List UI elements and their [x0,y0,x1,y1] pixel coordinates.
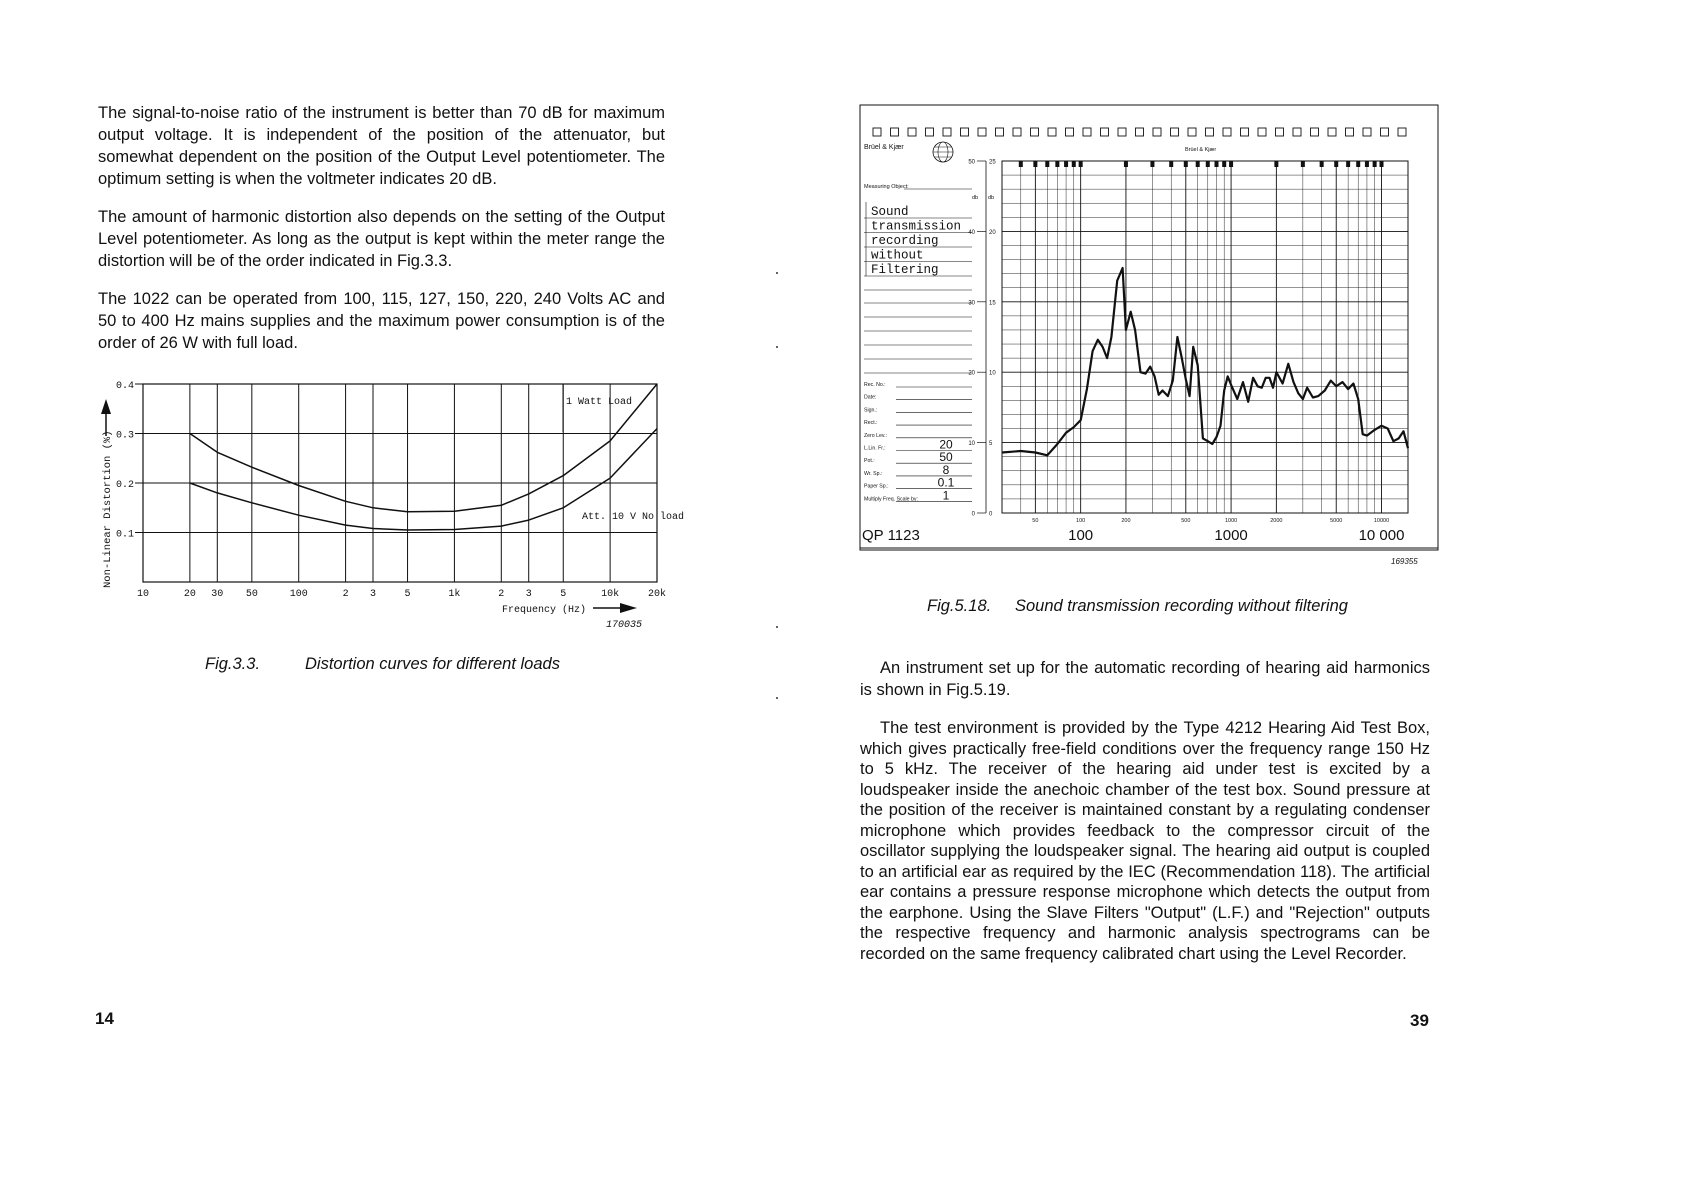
gutter-mark [776,626,778,628]
x-tick-label: 5 [560,589,567,600]
x-tick-label-small: 200 [1121,518,1131,524]
sprocket-hole [1328,128,1336,136]
x-tick-label: 10 [136,589,150,600]
sprocket-hole [1276,128,1284,136]
form-field-label: Paper Sp.: [864,483,889,490]
x-tick-label-small: 2000 [1270,518,1283,524]
top-marker [1380,161,1384,167]
top-marker [1373,161,1377,167]
x-tick-label: 3 [369,589,377,600]
top-marker [1019,161,1023,167]
measuring-object-label: Measuring Object: [864,184,909,190]
measuring-object-lines [864,202,972,277]
x-tick-label: 3 [525,589,532,600]
form-field-label: L.Lin. Fr.: [864,445,886,452]
sprocket-hole [1066,128,1074,136]
top-marker [1196,161,1200,167]
form-field-value: 8 [942,462,950,477]
y-tick-label: 0.2 [116,480,135,491]
top-marker [1346,161,1350,167]
sprocket-hole [978,128,986,136]
recording-trace [1002,268,1408,455]
measuring-object-line: Sound [871,205,909,219]
x-arrow-head [620,603,637,613]
ylabel: Non-Linear Distortion (%) [102,430,114,588]
sprocket-hole [1398,128,1406,136]
sprocket-hole [1311,128,1319,136]
form-blank-rules [864,290,972,373]
y-tick-label: 0.1 [116,529,135,541]
right-page-number: 39 [1410,1011,1429,1030]
sprocket-hole [1241,128,1249,136]
x-tick-label: 30 [211,589,224,600]
top-marker [1222,161,1226,167]
x-tick-label: 5 [404,589,411,600]
sprocket-hole [1188,128,1196,136]
sprocket-hole [996,128,1004,136]
x-tick-label-small: 500 [1181,518,1191,524]
top-marker [1334,161,1338,167]
top-marker [1356,161,1360,167]
y-scale-left-label: 0 [971,511,975,518]
sprocket-hole [1258,128,1266,136]
sprocket-hole [1101,128,1109,136]
measuring-object-line: transmission [871,219,962,234]
x-tick-label: 20 [183,589,196,600]
y-scale-right-label: 5 [989,441,993,448]
y-scale-right-label: 20 [989,229,996,236]
x-tick-label-small: 1000 [1224,518,1238,524]
left-page-number: 14 [95,1009,114,1028]
y-arrow-head [101,399,111,414]
y-tick-label: 0.4 [116,381,135,392]
sprocket-hole [1223,128,1231,136]
x-tick-label-large: 100 [1068,527,1094,544]
sprocket-hole [1118,128,1126,136]
recording-chart [855,100,1445,570]
gutter-mark [776,346,778,348]
xlabel: Frequency (Hz) [502,605,587,616]
x-tick-label-large: 10 000 [1358,527,1405,544]
sprocket-hole [891,128,899,136]
top-marker [1215,161,1219,167]
form-field-label: Sign.: [864,407,878,414]
x-tick-label: 20k [647,589,667,600]
chart-code: QP 1123 [862,527,920,544]
x-tick-label: 2 [498,589,505,600]
sprocket-hole [1346,128,1354,136]
y-tick-label: 0.3 [116,430,135,442]
sprocket-hole [873,128,881,136]
sprocket-hole [1048,128,1056,136]
x-tick-label-small: 100 [1076,518,1086,524]
x-tick-label: 100 [289,589,308,600]
distortion-chart-ticks [116,381,666,600]
x-tick-label: 50 [245,589,258,600]
y-scale-left-label: 30 [968,300,975,307]
sprocket-hole [961,128,969,136]
x-tick-label: 2 [342,589,349,600]
sprocket-hole [1363,128,1371,136]
right-figure-number: Fig.5.18. [927,597,992,615]
series-label-2: Att. 10 V No load [582,512,685,523]
form-field-value: 50 [939,450,953,465]
form-field-label: Date: [864,394,877,401]
form-field-label: Multiply Freq. Scale by: [864,496,918,503]
left-paragraph-3: The 1022 can be operated from 100, 115, 127, 150, 220, 240 Volts AC and 50 to 400 Hz mains supplies and the maximum power consumption is of the order of 26 W with full load. [98,290,665,352]
top-marker [1124,161,1128,167]
x-tick-label-small: 50 [1032,518,1039,524]
sprocket-hole [1206,128,1214,136]
left-paragraph-2: The amount of harmonic distortion also depends on the setting of the Output Level potentiometer. As long as the output is kept within the meter range the distortion will be of the order indicated in Fig.3.3. [98,208,665,270]
top-marker [1184,161,1188,167]
sprocket-hole [1171,128,1179,136]
top-marker [1064,161,1068,167]
top-marker [1045,161,1049,167]
y-scale-left-label: 50 [968,159,975,166]
top-marker [1229,161,1233,167]
top-marker [1055,161,1059,167]
form-field-label: Zero Lev.: [864,432,887,439]
left-figure-caption [205,655,560,674]
x-tick-label-small: 10000 [1373,518,1390,524]
sprocket-hole [1153,128,1161,136]
brand-globe-icon [933,142,953,162]
unit-label: db [972,195,979,201]
recording-figure-code: 169355 [1391,557,1418,566]
sprocket-hole [1136,128,1144,136]
sprocket-hole [1293,128,1301,136]
measuring-object-line: Filtering [871,263,939,277]
x-tick-label-small: 5000 [1330,518,1343,524]
top-marker [1301,161,1305,167]
sprocket-hole [1013,128,1021,136]
form-field-label: Wr. Sp.: [864,470,883,477]
left-paragraph-1: The signal-to-noise ratio of the instrument is better than 70 dB for maximum output voltage. It is independent of the position of the attenuator, but somewhat dependent on the position of the Output Level potentiometer. The optimum setting is when the voltmeter indicates 20 dB. [98,104,665,188]
distortion-chart [95,372,685,642]
recording-grid [1002,161,1408,513]
sprocket-hole [926,128,934,136]
y-scale-right-label: 25 [989,159,996,166]
top-marker [1072,161,1076,167]
y-scale-right-label: 0 [989,511,993,518]
form-field-label: Pot.: [864,458,875,465]
brand-label: Brüel & Kjær [864,144,904,151]
measuring-object-line: without [871,248,924,263]
plot-frame [1002,161,1408,513]
x-tick-label-large: 1000 [1214,527,1248,544]
top-marker [1274,161,1278,167]
sprocket-hole [908,128,916,136]
form-field-label: Rec. No.: [864,382,886,388]
recording-trace-line [1002,268,1408,455]
top-marker [1169,161,1173,167]
right-paragraph-2: The test environment is provided by the Type 4212 Hearing Aid Test Box, which gives practically free-field conditions over the frequency range 150 Hz to 5 kHz. The receiver of the hearing aid under test is excited by a loudspeaker inside the anechoic chamber of the test box. Sound pressure at the position of the receiver is maintained constant by a regulating condenser microphone which provides feedback to the compressor circuit of the oscillator supplying the loudspeaker signal. The hearing aid output is coupled to an artificial ear as required by the IEC (Recommendation 118). The artificial ear contains a pressure response microphone which detects the output from the earphone. Using the Slave Filters "Output" (L.F.) and "Rejection" outputs the respective frequency and harmonic analysis spectrograms can be recorded on the same frequency calibrated chart using the Level Recorder. [860,719,1430,963]
distortion-chart-grid [143,384,657,582]
y-scale-left-label: 10 [968,441,975,448]
right-paragraph-1: An instrument set up for the automatic recording of hearing aid harmonics is shown in Fig.5.19. [860,659,1430,699]
top-marker [1320,161,1324,167]
right-figure-caption [927,597,1348,616]
left-figure-number: Fig.3.3. [205,655,261,673]
y-scale-right-label: 10 [989,370,996,377]
gutter-mark [776,697,778,699]
figure-code: 170035 [606,620,643,631]
left-figure-caption-text: Distortion curves for different loads [305,655,560,673]
y-scale-left-label: 20 [968,370,975,377]
sprocket-hole [1031,128,1039,136]
recording-y-scale [968,160,996,518]
y-scale-right-label: 15 [989,300,996,307]
y-scale-left-label: 40 [968,229,975,236]
x-tick-label: 10k [601,589,620,600]
sprocket-holes [873,128,1406,136]
x-tick-label: 1k [448,589,461,600]
unit-label: db [988,195,995,201]
top-marker [1365,161,1369,167]
top-marker [1079,161,1083,167]
form-field-value: 20 [939,437,953,452]
sprocket-hole [1381,128,1389,136]
series-label-1: 1 Watt Load [566,397,633,408]
form-field-label: Rect.: [864,420,878,427]
recording-form-fields [864,382,972,502]
header-brand-label: Brüel & Kjær [1185,147,1217,153]
sprocket-hole [943,128,951,136]
top-marker [1206,161,1210,167]
top-marker [1033,161,1037,167]
measuring-object-line: recording [871,234,939,248]
top-marker [1150,161,1154,167]
form-field-value: 0.1 [937,475,955,490]
gutter-mark [776,272,778,274]
recording-x-ticks [1032,518,1404,544]
right-figure-caption-text: Sound transmission recording without filtering [1015,597,1348,615]
form-field-value: 1 [942,488,950,503]
sprocket-hole [1083,128,1091,136]
